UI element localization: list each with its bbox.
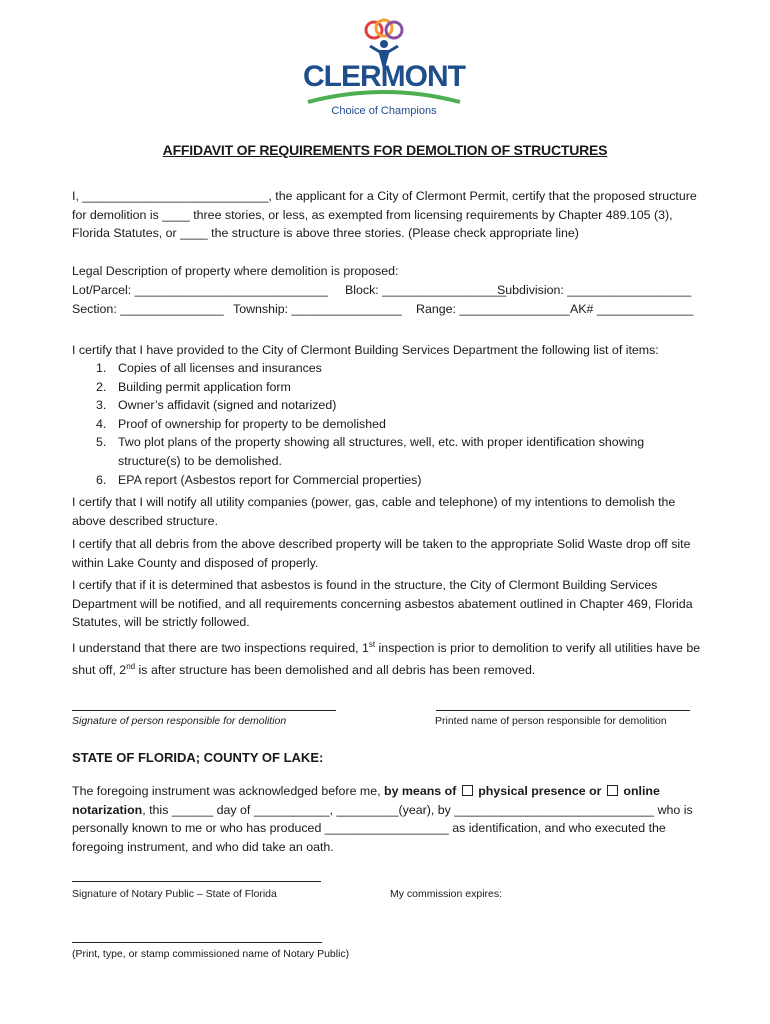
notary-print-line[interactable] [72, 942, 322, 943]
signature-label: Signature of person responsible for demolition [72, 715, 287, 727]
notary-print-label: (Print, type, or stamp commissioned name of Notary Public) [72, 948, 350, 960]
printed-name-label: Printed name of person responsible for demolition [435, 715, 667, 727]
certify-debris: I certify that all debris from the above described property will be taken to the appropriate Solid Waste drop off site within Lake County and disposed of properly. [72, 537, 694, 570]
block-field: Block: __________________ [345, 283, 507, 297]
list-item: 4. Proof of ownership for property to be demolished [96, 416, 386, 431]
certify-items-intro: I certify that I have provided to the City of Clermont Building Services Department the following list of items: [72, 343, 659, 357]
intro-paragraph: I, ___________________________, the applicant for a City of Clermont Permit, certify that the proposed structure for demolition is ____ three stories, or less, as exempted from licensing requirements by Chapter 489.105 (3), Florida Statutes, or ____ the structure is above three stories. (Please check appropriate line) [72, 189, 701, 241]
ak-field: AK# ______________ [570, 302, 694, 316]
list-item: 1. Copies of all licenses and insurances [96, 361, 322, 375]
township-field: Township: ________________ [233, 302, 402, 316]
required-items-list [72, 359, 704, 489]
logo-tagline: Choice of Champions [331, 105, 437, 117]
legal-description-heading: Legal Description of property where demolition is proposed: [72, 264, 399, 278]
subdivision-field: Subdivision: __________________ [497, 283, 692, 297]
signature-line[interactable] [72, 710, 336, 711]
physical-presence-checkbox[interactable] [462, 785, 473, 796]
commission-expires-label: My commission expires: [390, 888, 503, 900]
section-field: Section: _______________ [72, 302, 224, 316]
notary-paragraph: The foregoing instrument was acknowledged before me, by means of physical presence or online notarization, this ______ day of ___________, _________(year), by _____________________________ who is personally known to me or who has produced __________________ as identification, and who executed the foregoing instrument, and who did take an oath. [72, 784, 697, 854]
list-item: 3. Owner’s affidavit (signed and notarized) [96, 398, 337, 413]
state-county-heading: STATE OF FLORIDA; COUNTY OF LAKE: [72, 750, 324, 765]
inspections-paragraph: I understand that there are two inspections required, 1st inspection is prior to demolition to verify all utilities have be shut off, 2nd is after structure has been demolished and all debris has been removed. [72, 640, 704, 677]
notary-signature-line[interactable] [72, 881, 321, 882]
list-item: 5. Two plot plans of the property showing all structures, well, etc. with proper identification showing structure(s) to be demolished. [96, 435, 645, 468]
list-item: 6. EPA report (Asbestos report for Commercial properties) [96, 472, 422, 487]
list-item: 2. Building permit application form [96, 379, 291, 394]
certify-asbestos: I certify that if it is determined that asbestos is found in the structure, the City of Clermont Building Services Department will be notified, and all requirements concerning asbestos abatement outlined in Chapter 469, Florida Statutes, will be strictly followed. [72, 578, 697, 630]
lot-parcel-field: Lot/Parcel: ____________________________ [72, 283, 328, 297]
online-notarization-checkbox[interactable] [607, 785, 618, 796]
printed-name-line[interactable] [436, 710, 690, 711]
document-title: AFFIDAVIT OF REQUIREMENTS FOR DEMOLTION OF STRUCTURES [162, 142, 608, 158]
range-field: Range: ________________ [416, 302, 570, 316]
certify-utilities: I certify that I will notify all utility companies (power, gas, cable and telephone) of my intentions to demolish the above described structure. [72, 495, 679, 528]
logo-wordmark: CLERMONT [303, 60, 465, 93]
clermont-logo [300, 16, 468, 120]
notary-signature-label: Signature of Notary Public – State of Florida [72, 888, 277, 900]
